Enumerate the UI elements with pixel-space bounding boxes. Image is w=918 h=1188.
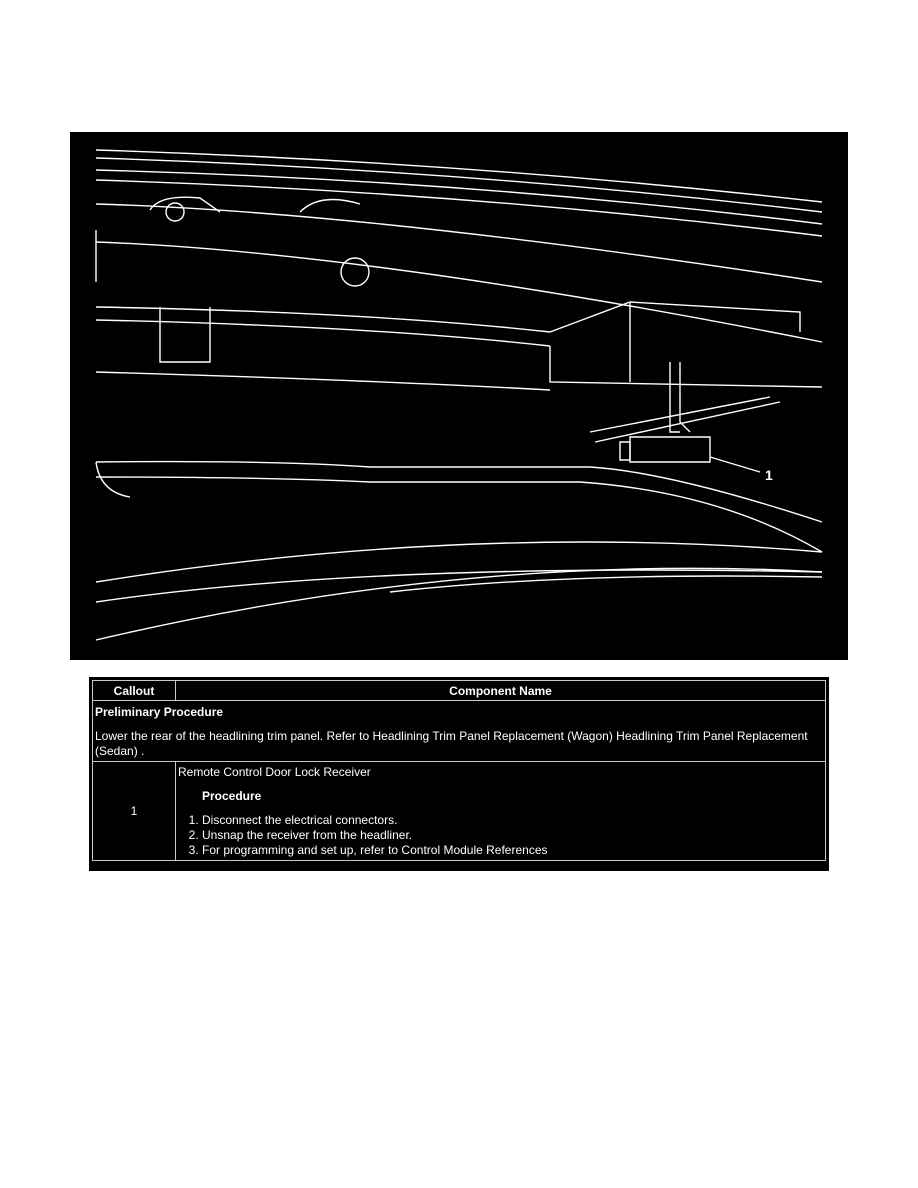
callout-number: 1	[93, 762, 176, 861]
preliminary-cell	[93, 701, 826, 762]
header-component-name: Component Name	[176, 681, 826, 701]
table-row	[93, 762, 826, 861]
preliminary-text: Lower the rear of the headlining trim panel. Refer to Headlining Trim Panel Replacement (Wagon) Headlining Trim Panel Replacement (Sedan) .	[95, 729, 808, 758]
procedure-steps	[178, 813, 823, 858]
component-name: Remote Control Door Lock Receiver	[178, 765, 371, 779]
procedure-step: 1. Disconnect the electrical connectors.	[202, 813, 823, 828]
preliminary-title: Preliminary Procedure	[95, 705, 224, 719]
component-table	[92, 680, 826, 861]
procedure-step: 3. For programming and set up, refer to Control Module References	[202, 843, 823, 858]
header-callout: Callout	[93, 681, 176, 701]
component-illustration	[70, 132, 848, 660]
callout-1-label: 1	[765, 467, 773, 483]
table-header-row	[93, 681, 826, 701]
component-cell	[176, 762, 826, 861]
preliminary-row	[93, 701, 826, 762]
procedure-title: Procedure	[202, 789, 262, 803]
headliner-line-drawing	[70, 132, 848, 660]
procedure-step: 2. Unsnap the receiver from the headliner.	[202, 828, 823, 843]
component-table-frame	[89, 677, 829, 871]
